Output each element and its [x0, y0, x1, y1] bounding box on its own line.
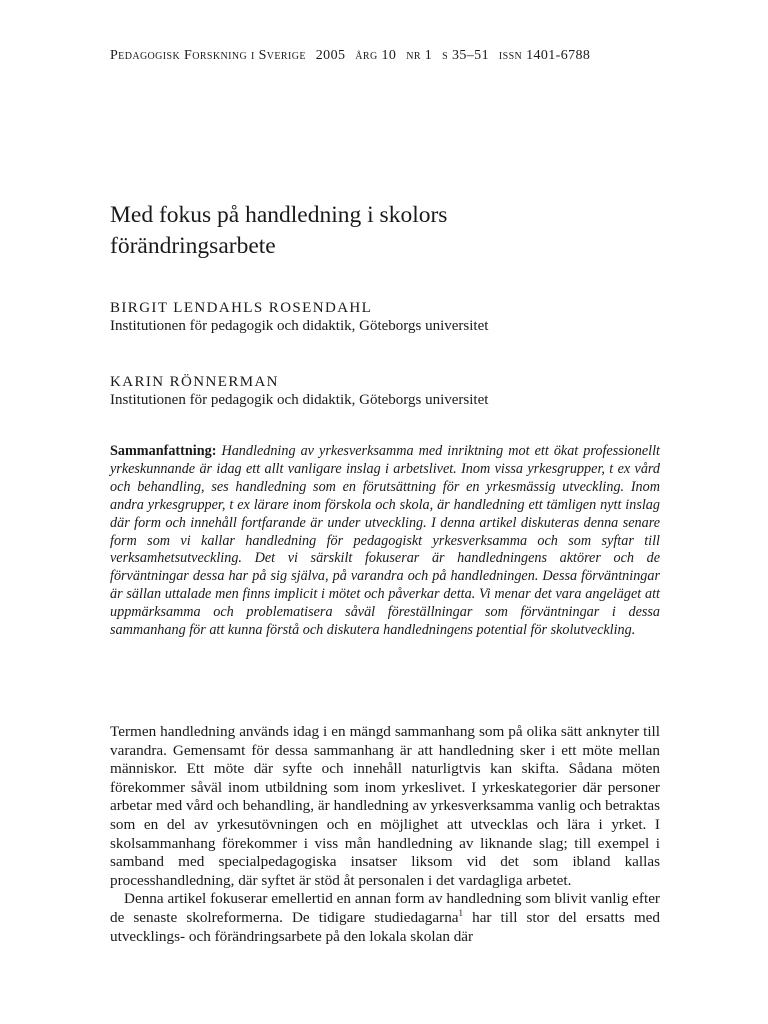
- author-block-1: [110, 299, 660, 336]
- author-block-2: [110, 373, 660, 410]
- journal-name: Pedagogisk Forskning i Sverige: [110, 48, 306, 63]
- abstract: [110, 443, 660, 640]
- journal-volume: årg 10: [355, 48, 397, 63]
- body-paragraph-2-start: Denna artikel fokuserar emellertid en annan form av handledning som blivit vanlig efter de senaste skolreformerna. De tidigare studiedagarna: [110, 890, 660, 926]
- article-title: [110, 200, 660, 262]
- author-name: KARIN RÖNNERMAN: [110, 374, 279, 390]
- footnote-reference[interactable]: 1: [458, 907, 464, 918]
- running-head: [110, 48, 660, 64]
- author-affiliation: Institutionen för pedagogik och didaktik, Göteborgs universitet: [110, 392, 489, 408]
- body-paragraph-2-end: har till stor del ersatts med utvecklings- och förändringsarbete på den lokala skolan där: [110, 908, 660, 945]
- body-text: [110, 723, 660, 946]
- abstract-text: Handledning av yrkesverksamma med inriktning mot ett ökat professionellt yrkeskunnande är idag ett allt vanligare inslag i arbetslivet. Inom vissa yrkesgrupper, t ex vård och behandling, ses handledning som en förutsättning för en yrkesmässig utveckling. Inom andra yrkesgrupper, t ex lärare inom förskola och skola, är handledning ett tämligen nytt inslag där form och innehåll fortfarande är under utveckling. I denna artikel diskuteras denna senare form som vi kallar handledning för pedagogiskt yrkesverksamma och som syftar till verksamhetsutveckling. Det vi särskilt fokuserar är handledningens aktörer och de förväntningar dessa har på sig själva, på varandra och på handledningen. Dessa förväntningar är sällan uttalade men finns implicit i mötet och påverkar detta. Vi menar det vara angeläget att uppmärksamma och problematisera såväl föreställningar som förväntningar i dessa sammanhang för att kunna förstå och diskutera handledningens potential för skolutveckling.: [110, 443, 660, 639]
- author-name: BIRGIT LENDAHLS ROSENDAHL: [110, 300, 373, 316]
- journal-year: 2005: [315, 48, 346, 63]
- author-affiliation: Institutionen för pedagogik och didaktik, Göteborgs universitet: [110, 318, 489, 334]
- article-title-line-2: förändringsarbete: [110, 233, 276, 259]
- body-paragraph-2: [110, 890, 660, 946]
- journal-pages: s 35–51: [442, 48, 489, 63]
- abstract-label: Sammanfattning:: [110, 443, 217, 459]
- journal-issn: issn 1401-6788: [498, 48, 591, 63]
- journal-issue: nr 1: [406, 48, 433, 63]
- article-title-line-1: Med fokus på handledning i skolors: [110, 202, 448, 228]
- body-paragraph-1: Termen handledning används idag i en mängd sammanhang som på olika sätt anknyter till varandra. Gemensamt för dessa sammanhang är att handledning sker i ett möte mellan människor. Ett möte där syfte och innehåll naturligtvis kan skifta. Sådana möten förekommer såväl inom utbildning som inom yrkeslivet. I yrkeskategorier där personer arbetar med vård och behandling, är handledning av yrkesverksamma vanlig och betraktas som en del av yrkesutövningen och en möjlighet att utvecklas och lära i yrket. I skolsammanhang förekommer i viss mån handledning av liknande slag; till exempel i samband med specialpedagogiska insatser liksom vid det som ibland kallas processhandledning, där syftet är stöd åt personalen i det vardagliga arbetet.: [110, 723, 660, 889]
